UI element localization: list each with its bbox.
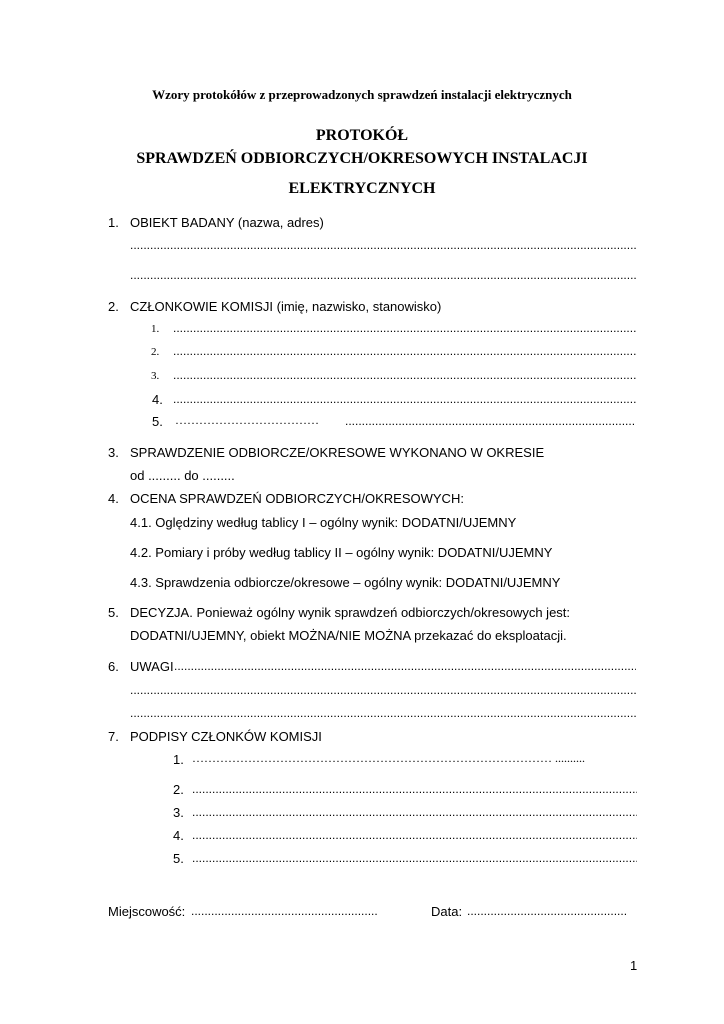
section-6-number: 6.	[108, 659, 119, 674]
member-1-line	[173, 321, 636, 335]
section-5-number: 5.	[108, 605, 119, 620]
section-3-number: 3.	[108, 445, 119, 460]
signature-1-number: 1.	[173, 752, 184, 767]
section-7-number: 7.	[108, 729, 119, 744]
document-title-line-3: ELEKTRYCZNYCH	[288, 180, 436, 197]
signature-4-number: 4.	[173, 828, 184, 843]
section-5-line-1: DECYZJA. Ponieważ ogólny wynik sprawdzeń odbiorczych/okresowych jest:	[130, 605, 571, 620]
date-field	[467, 904, 627, 918]
signature-3-number: 3.	[173, 805, 184, 820]
document-subtitle: Wzory protokółów z przeprowadzonych sprawdzeń instalacji elektrycznych	[152, 87, 572, 102]
section-1-label: OBIEKT BADANY (nazwa, adres)	[130, 215, 324, 230]
member-2-line	[173, 344, 636, 358]
document-title-line-2: SPRAWDZEŃ ODBIORCZYCH/OKRESOWYCH INSTALACJI	[136, 150, 588, 167]
page-number: 1	[630, 958, 638, 973]
section-3-period: od ......... do .........	[130, 468, 235, 483]
section-4-label: OCENA SPRAWDZEŃ ODBIORCZYCH/OKRESOWYCH:	[130, 491, 464, 506]
section-1-fill-line-1	[130, 238, 636, 252]
section-4-2: 4.2. Pomiary i próby według tablicy II – ogólny wynik: DODATNI/UJEMNY	[130, 545, 553, 560]
member-1-number: 1.	[151, 323, 160, 335]
section-3-label: SPRAWDZENIE ODBIORCZE/OKRESOWE WYKONANO W OKRESIE	[130, 445, 545, 460]
section-2-label: CZŁONKOWIE KOMISJI (imię, nazwisko, stanowisko)	[130, 299, 442, 314]
date-label: Data:	[431, 904, 463, 919]
signature-5-number: 5.	[173, 851, 184, 866]
section-6-fill-line-2	[130, 683, 636, 697]
signature-4-line	[192, 828, 637, 842]
place-label: Miejscowość:	[108, 904, 186, 919]
signature-2-line	[192, 782, 637, 796]
place-field	[191, 904, 378, 918]
section-1-number: 1.	[108, 215, 119, 230]
signature-2-number: 2.	[173, 782, 184, 797]
member-2-number: 2.	[151, 346, 160, 358]
signature-1-line: ……………………………………………………………………………… ..........	[192, 751, 585, 765]
section-6-fill-line-3	[130, 706, 636, 720]
section-6-fill-line-1	[174, 659, 636, 673]
member-3-number: 3.	[151, 370, 160, 382]
section-5-line-2: DODATNI/UJEMNY, obiekt MOŻNA/NIE MOŻNA przekazać do eksploatacji.	[130, 628, 567, 643]
member-5-line	[345, 414, 636, 428]
member-5-number: 5.	[152, 414, 163, 429]
section-6-label: UWAGI	[130, 659, 174, 674]
member-3-line	[173, 368, 636, 382]
member-4-line	[173, 392, 636, 406]
section-4-1: 4.1. Oględziny według tablicy I – ogólny wynik: DODATNI/UJEMNY	[130, 515, 517, 530]
signature-5-line	[192, 851, 637, 865]
section-2-number: 2.	[108, 299, 119, 314]
section-4-number: 4.	[108, 491, 119, 506]
document-title-line-1: PROTOKÓŁ	[315, 127, 409, 144]
section-7-label: PODPISY CZŁONKÓW KOMISJI	[130, 729, 322, 744]
member-4-number: 4.	[152, 392, 163, 407]
section-4-3: 4.3. Sprawdzenia odbiorcze/okresowe – ogólny wynik: DODATNI/UJEMNY	[130, 575, 561, 590]
section-1-fill-line-2	[130, 268, 636, 282]
member-5-filler: ………………………………	[175, 413, 319, 427]
signature-3-line	[192, 805, 637, 819]
